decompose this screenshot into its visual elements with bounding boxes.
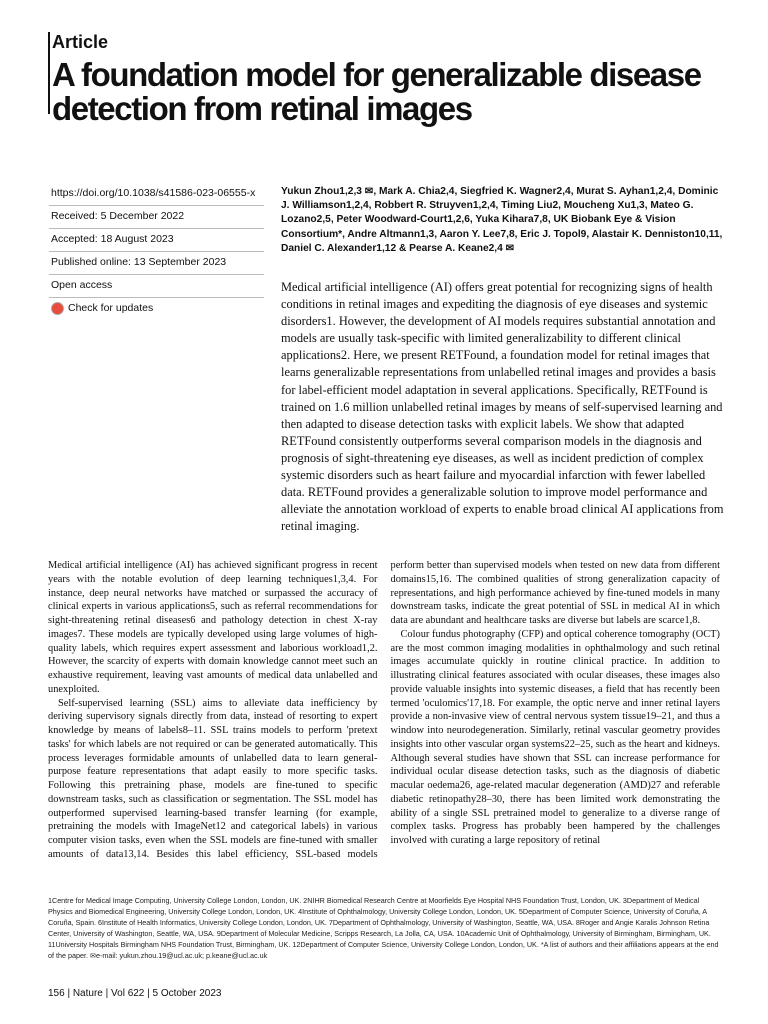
- open-access-label: Open access: [49, 274, 264, 297]
- abstract: Medical artificial intelligence (AI) offers great potential for recognizing signs of health conditions in retinal images and expediting the diagnosis of eye diseases and systemic disorders1. However, the development of AI models requires substantial annotation and models are usually task-specific with limited generalizability to different clinical applications2. Here, we present RETFound, a foundation model for retinal images that learns generalizable representations from unlabelled retinal images and provides a basis for label-efficient model adaptation in several applications. Specifically, RETFound is trained on 1.6 million unlabelled retinal images by means of self-supervised learning and then adapted to disease detection tasks with explicit labels. We show that adapted RETFound consistently outperforms several comparison models in the diagnosis and prognosis of sight-threatening eye diseases, as well as incident prediction of complex systemic disorders such as heart failure and myocardial infarction with fewer labelled data. RETFound provides a generalizable solution to improve model performance and alleviate the annotation workload of experts to enable broad clinical AI applications from retinal imaging.: [281, 280, 724, 534]
- author-list: Yukun Zhou1,2,3 ✉, Mark A. Chia2,4, Siegfried K. Wagner2,4, Murat S. Ayhan1,2,4, Dominic J. Williamson1,2,4, Robbert R. Struyven1,2,4, Timing Liu2, Moucheng Xu1,3, Mateo G. Lozano2,5, Peter Woodward-Court1,2,6, Yuka Kihara7,8, UK Biobank Eye & Vision Consortium*, Andre Altmann1,3, Aaron Y. Lee7,8, Eric J. Topol9, Alastair K. Denniston10,11, Daniel C. Alexander1,12 & Pearse A. Keane2,4 ✉: [281, 186, 723, 254]
- accepted-date: Accepted: 18 August 2023: [49, 228, 264, 251]
- section-label: Article: [52, 32, 109, 52]
- section-bar: [48, 32, 50, 114]
- received-date: Received: 5 December 2022: [49, 205, 264, 228]
- main-text: [48, 559, 720, 881]
- check-updates-link[interactable]: [49, 297, 264, 320]
- check-updates-label: Check for updates: [68, 302, 154, 314]
- body-paragraph: Colour fundus photography (CFP) and optical coherence tomography (OCT) are the most common imaging modalities in ophthalmology and such retinal images accumulate quickly in routine clinical practice. In addition to illustrating clinical features associated with ocular diseases, these images also provide valuable insights into systemic diseases, a field that has recently been termed 'oculomics'17,18. For example, the optic nerve and inner retinal layers provide a non-invasive view of central nervous system tissue19–21, and thus a window into neurodegeneration. Similarly, retinal vascular geometry provides insights into other vascular organ systems22–25, such as the heart and kidneys. Although several studies have shown that SSL can increase performance for individual ocular disease detection tasks, such as the diagnosis of diabetic macular oedema26, age-related macular degeneration (AMD)27 and referable diabetic retinopathy28–30, there has been limited work demonstrating the ability of a single SSL pretrained model to generalize to a diverse range of complex tasks. Progress has probably been hampered by the challenges involved with curating a large repository of retinal: [390, 628, 720, 846]
- body-paragraph: Self-supervised learning (SSL) aims to alleviate data inefficiency by deriving supervisory signals directly from data, instead of resorting to expert knowledge by means of labels8–11. SSL trains models to perform 'pretext tasks' for which labels are not required or can be generated automatically. This process leverages formidable amounts of unlabelled data to learn general-purpose feature representations that adapt easily to more specific tasks. Following this pretraining phase, models are fine-tuned to specific downstream tasks, such as classification or segmentation. The SSL model has outperformed supervised learning-based transfer learning (for example, pretraining the models with ImageNet12 and categorical labels) in various computer vision tasks, even when the SSL models are fine-tuned with smaller amounts of data13,14. Besides this label efficiency, SSL-based models perform better than supervised models when tested on new data from different domains15,16. The combined qualities of strong generalization capacity of representations, and high performance achieved by fine-tuned models in many downstream tasks, indicate the great potential of SSL in medical AI in which data are abundant and healthcare tasks are diverse but labels are scarce1,8.: [48, 560, 720, 860]
- page-footer: 156 | Nature | Vol 622 | 5 October 2023: [48, 988, 222, 999]
- published-date: Published online: 13 September 2023: [49, 251, 264, 274]
- article-title: A foundation model for generalizable disease detection from retinal images: [52, 56, 701, 127]
- check-updates-icon: [51, 302, 64, 315]
- body-paragraph: Medical artificial intelligence (AI) has achieved significant progress in recent years with the notable evolution of deep learning techniques1,3,4. For instance, deep neural networks have matched or surpassed the accuracy of clinical experts in various applications5, such as referral recommendations for sight-threatening retinal diseases6 and pathology detection in chest X-ray images7. These models are typically developed using large volumes of high-quality labels, which requires expert assessment and laborious workload1,2. However, the scarcity of experts with domain knowledge cannot meet such an exhaustive requirement, leaving vast amounts of medical data unlabelled and unexploited.: [48, 560, 378, 695]
- affiliation-footnotes: 1Centre for Medical Image Computing, University College London, London, UK. 2NIHR Biomedical Research Centre at Moorfields Eye Hospital NHS Foundation Trust, London, UK. 3Department of Medical Physics and Biomedical Engineering, University College London, London, UK. 4Institute of Ophthalmology, University College London, London, UK. 5Department of Computer Science, University of Coruña, A Coruña, Spain. 6Institute of Health Informatics, University College London, London, UK. 7Department of Ophthalmology, University of Washington, Seattle, WA, USA. 8Roger and Angie Karalis Johnson Retina Center, University of Washington, Seattle, WA, USA. 9Department of Molecular Medicine, Scripps Research, La Jolla, CA, USA. 10Academic Unit of Ophthalmology, University of Birmingham, Birmingham, UK. 11University Hospitals Birmingham NHS Foundation Trust, Birmingham, UK. 12Department of Computer Science, University College London, London, UK. *A list of authors and their affiliations appears at the end of the paper. ✉e-mail: yukun.zhou.19@ucl.ac.uk; p.keane@ucl.ac.uk: [48, 896, 719, 960]
- doi-link[interactable]: https://doi.org/10.1038/s41586-023-06555-x: [51, 187, 256, 199]
- article-meta: [49, 183, 264, 320]
